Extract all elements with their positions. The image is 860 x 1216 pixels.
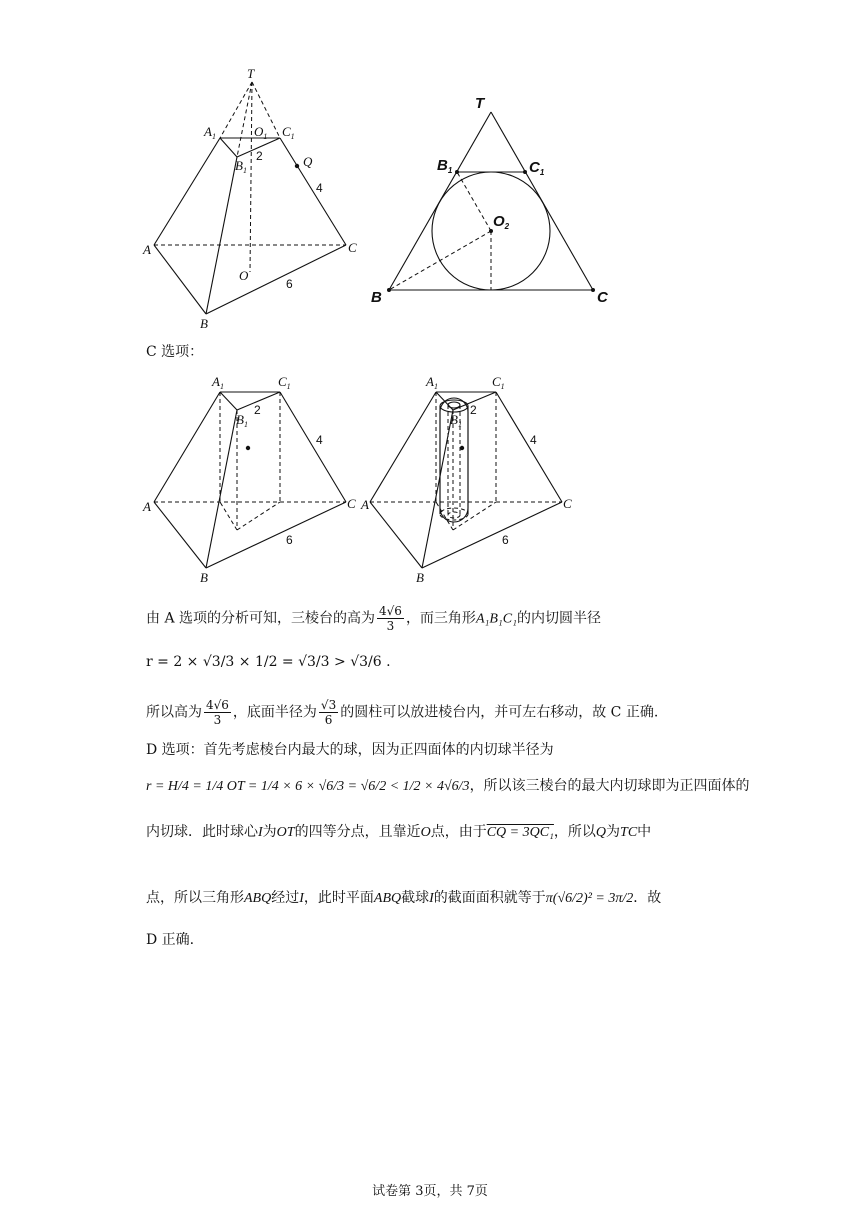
label-O: O [239, 268, 249, 283]
label-C1: $C_1$ [529, 159, 545, 177]
page-footer: 试卷第 3页，共 7页 [372, 1184, 488, 1199]
paragraph-1: 由 A 选项的分析可知，三棱台的高为 $\frac{4√6}{3}$ ，而三角形A₁B₁C₁的内切圆半径 [146, 604, 601, 633]
label-T: T [247, 66, 255, 81]
paragraph-8: D 正确. [146, 932, 195, 948]
edge-length-2: 2 [256, 149, 263, 163]
label-C: C [348, 240, 357, 255]
edge-length-4: 4 [316, 433, 323, 447]
label-B: B [200, 570, 208, 585]
edge-length-6: 6 [286, 533, 293, 547]
label-B1: $B_1$ [235, 158, 247, 175]
label-C1: $C_1$ [492, 374, 505, 391]
frustum-cylinder-lines [370, 392, 562, 568]
paragraph-3: 所以高为 $\frac{4√6}{3}$ ，底面半径为 $\frac{√3}{6}$ 的圆柱可以放进棱台内，并可左右移动，故 C 正确. [146, 698, 659, 727]
edge-length-4: 4 [530, 433, 537, 447]
label-O2: $O_2$ [493, 213, 510, 231]
label-A1: $A_1$ [204, 124, 216, 141]
figure-frustum-prism [140, 372, 365, 587]
edge-length-4: 4 [316, 181, 323, 195]
label-C: C [563, 496, 572, 511]
edge-length-2: 2 [254, 403, 261, 417]
label-C: C [347, 496, 356, 511]
label-B: B [200, 316, 208, 331]
frustum-prism-lines [154, 392, 346, 568]
paragraph-6: 内切球．此时球心I为OT的四等分点，且靠近O点，由于CQ = 3QC₁，所以Q为TC中 [146, 824, 652, 840]
label-A1: $A_1$ [426, 374, 438, 391]
c-option-heading: C 选项： [146, 344, 204, 360]
paragraph-4: D 选项：首先考虑棱台内最大的球，因为正四面体的内切球半径为 [146, 742, 554, 758]
figure-frustum-apex [140, 62, 370, 334]
paragraph-7: 点，所以三角形ABQ经过I，此时平面ABQ截球I的截面面积就等于π(√6/2)² = 3π/2．故 [146, 890, 662, 906]
label-B1: $B_1$ [236, 412, 248, 429]
edge-length-6: 6 [286, 277, 293, 291]
label-A-fig4: A [361, 497, 369, 512]
paragraph-5: r = H/4 = 1/4 OT = 1/4 × 6 × √6/3 = √6/2 < 1/2 × 4√6/3，所以该三棱台的最大内切球即为正四面体的 [146, 778, 750, 794]
label-C1: $C_1$ [282, 124, 295, 141]
label-A: A [143, 499, 151, 514]
label-B1: $B_1$ [450, 412, 462, 429]
label-O1: $O_1$ [254, 124, 268, 141]
edge-length-2: 2 [470, 403, 477, 417]
label-A1: $A_1$ [212, 374, 224, 391]
label-C: C [597, 289, 608, 306]
label-C1: $C_1$ [278, 374, 291, 391]
frustum-lines [154, 82, 346, 314]
figure-frustum-cylinder [362, 372, 587, 587]
triangle-lines [387, 112, 595, 292]
label-B1: $B_1$ [437, 157, 453, 175]
paragraph-2-formula: r = 2 × √3/3 × 1/2 = √3/3 > √3/6 . [146, 654, 391, 670]
figure-triangle-incircle [365, 90, 625, 320]
label-B: B [371, 289, 382, 306]
label-Q: Q [303, 154, 313, 169]
label-A: A [143, 242, 151, 257]
label-T: T [475, 95, 485, 112]
edge-length-6: 6 [502, 533, 509, 547]
label-B: B [416, 570, 424, 585]
